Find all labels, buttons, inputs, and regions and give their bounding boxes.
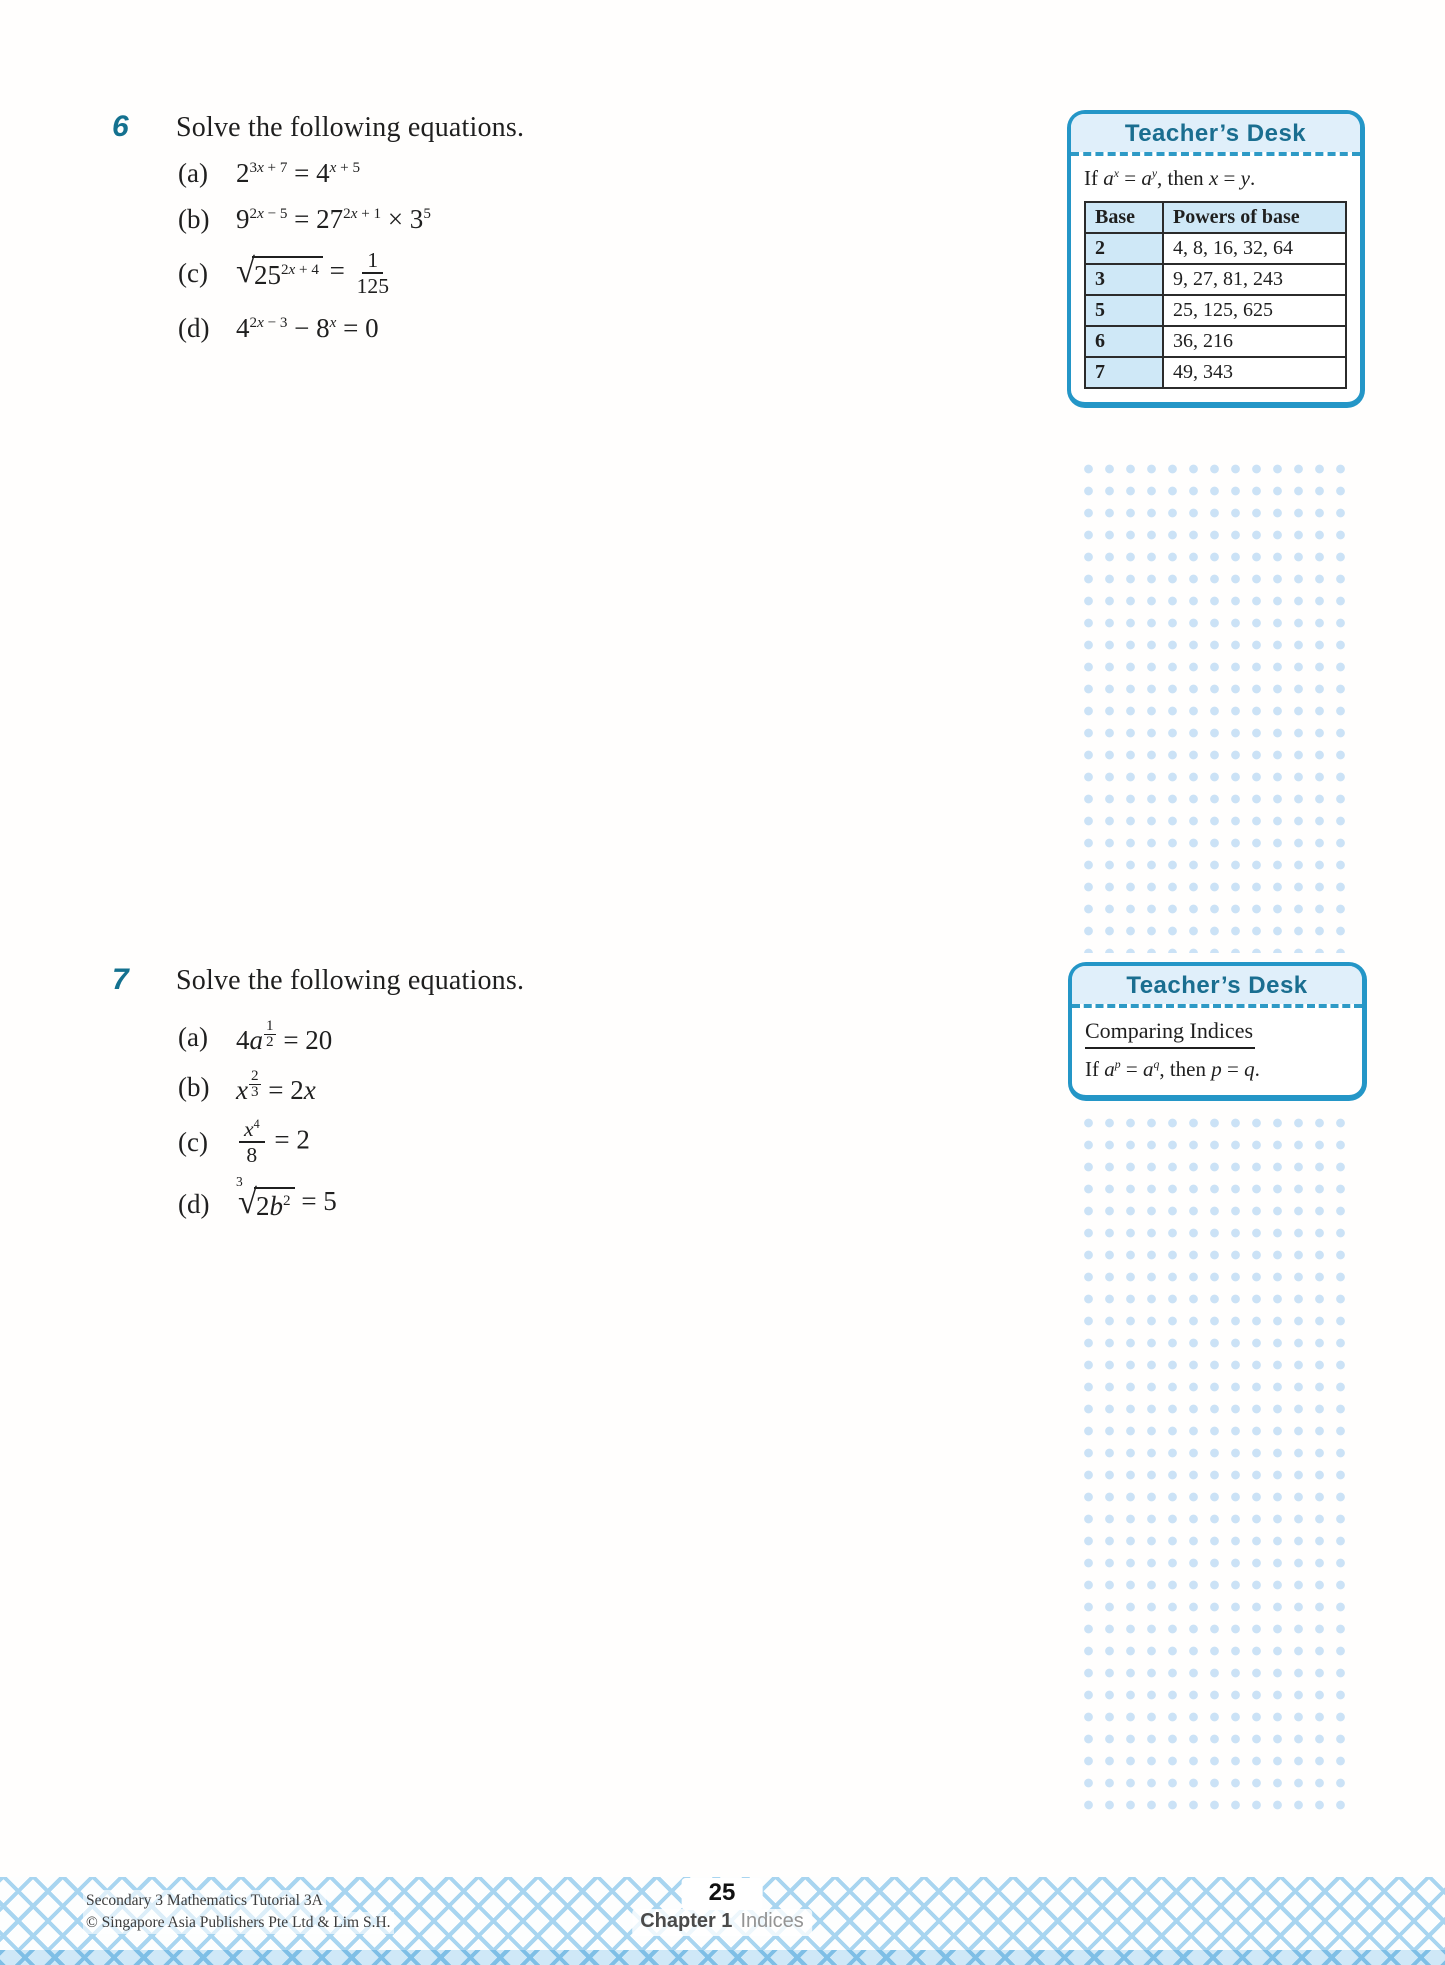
equation: 3 √ $2b^2$ = 5 xyxy=(236,1173,337,1221)
question-7-item-b xyxy=(178,1064,316,1110)
item-label: (b) xyxy=(178,203,210,234)
question-7-item-c xyxy=(178,1114,310,1170)
teachers-desk-body xyxy=(1072,1008,1362,1095)
powers-cell: 9, 27, 81, 243 xyxy=(1163,264,1346,295)
question-7-number: 7 xyxy=(112,963,129,996)
item-label: (b) xyxy=(178,1071,210,1102)
chapter-label: Chapter 1 xyxy=(640,1910,733,1932)
page-number: 25 xyxy=(682,1878,763,1910)
item-label: (c) xyxy=(178,257,208,288)
equation: $\frac{x^4}{8}$ = 2 xyxy=(236,1117,310,1167)
footer-lattice-edge xyxy=(0,1950,1445,1965)
powers-cell: 49, 343 xyxy=(1163,357,1346,388)
table-row xyxy=(1085,264,1346,295)
item-label: (a) xyxy=(178,157,208,188)
item-label: (d) xyxy=(178,1188,210,1219)
comparing-indices-heading: Comparing Indices xyxy=(1085,1018,1255,1049)
table-row xyxy=(1085,295,1346,326)
equation: 4a $^{\frac{1}{2}}$ = 20 xyxy=(236,1017,333,1055)
table-row xyxy=(1085,233,1346,264)
rule-note: If $a^p = a^q$, then p = q. xyxy=(1085,1057,1260,1081)
question-7-item-a xyxy=(178,1014,332,1060)
teachers-desk-box-2 xyxy=(1068,962,1367,1101)
item-label: (a) xyxy=(178,1021,208,1052)
question-6-number: 6 xyxy=(112,110,129,143)
equation: √ $25^{2x + 4}$ = $\frac{1}{125}$ xyxy=(236,247,390,298)
chapter-line xyxy=(632,1909,812,1936)
question-6-item-c xyxy=(178,244,394,302)
footer-book-title: Secondary 3 Mathematics Tutorial 3A xyxy=(83,1890,326,1912)
teachers-desk-title: Teacher’s Desk xyxy=(1071,114,1360,152)
footer-imprint xyxy=(83,1890,394,1934)
teachers-desk-body xyxy=(1071,156,1360,402)
teachers-desk-title: Teacher’s Desk xyxy=(1072,966,1362,1004)
base-header: Base xyxy=(1085,202,1163,233)
base-cell: 6 xyxy=(1085,326,1163,357)
base-cell: 3 xyxy=(1085,264,1163,295)
question-6-item-b xyxy=(178,200,431,238)
base-powers-table xyxy=(1084,201,1347,389)
table-row xyxy=(1085,326,1346,357)
question-6-item-a xyxy=(178,155,360,191)
question-6-header xyxy=(112,110,524,144)
powers-header: Powers of base xyxy=(1163,202,1346,233)
question-6-title: Solve the following equations. xyxy=(176,112,525,143)
base-cell: 2 xyxy=(1085,233,1163,264)
item-label: (c) xyxy=(178,1126,208,1157)
question-7-item-d xyxy=(178,1173,337,1228)
question-6-item-d xyxy=(178,308,379,348)
chapter-name: Indices xyxy=(740,1910,804,1932)
powers-cell: 25, 125, 625 xyxy=(1163,295,1346,326)
question-7-title: Solve the following equations. xyxy=(176,965,525,996)
footer-copyright: © Singapore Asia Publishers Pte Ltd & Lim S.H. xyxy=(83,1912,394,1934)
table-row xyxy=(1085,357,1346,388)
table-header-row xyxy=(1085,202,1346,233)
equation: $2^{3x + 7} = 4^{x + 5}$ xyxy=(236,157,361,188)
teachers-desk-box-1 xyxy=(1067,110,1365,408)
question-7-header xyxy=(112,963,524,997)
equation: $9^{2x - 5} = 27^{2x + 1} \times 3^5$ xyxy=(236,203,431,234)
base-cell: 5 xyxy=(1085,295,1163,326)
powers-cell: 36, 216 xyxy=(1163,326,1346,357)
item-label: (d) xyxy=(178,312,210,343)
rule-note: If $a^x = a^y$, then x = y. xyxy=(1084,166,1256,190)
equation: x $^{\frac{2}{3}}$ = 2x xyxy=(236,1067,316,1105)
powers-cell: 4, 8, 16, 32, 64 xyxy=(1163,233,1346,264)
dots-pattern-lower xyxy=(1078,1112,1351,1810)
dots-pattern-upper xyxy=(1078,458,1351,953)
equation: $4^{2x - 3} - 8^x = 0$ xyxy=(236,312,379,343)
base-cell: 7 xyxy=(1085,357,1163,388)
